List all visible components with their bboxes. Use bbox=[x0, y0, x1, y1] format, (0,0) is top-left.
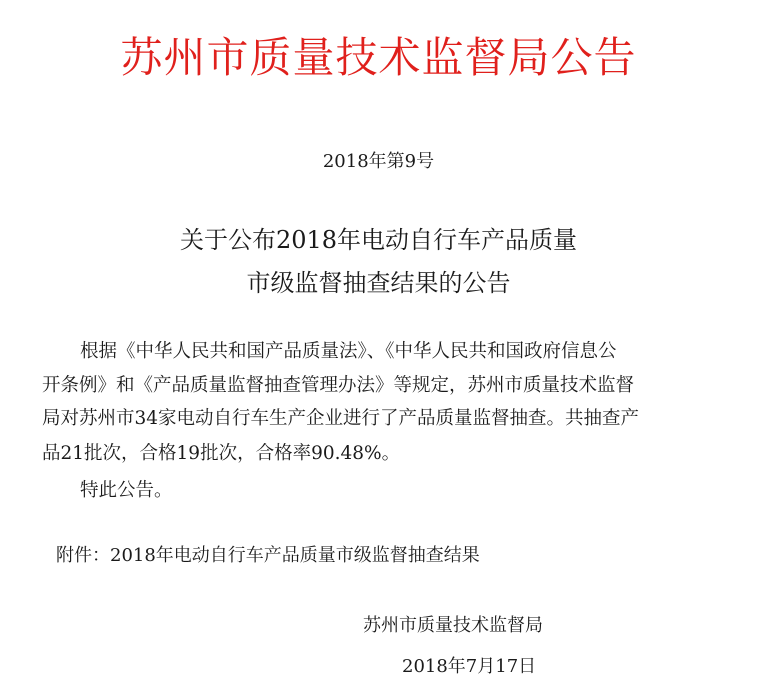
announcement-heading: 苏州市质量技术监督局公告 bbox=[120, 33, 637, 82]
body-paragraph-line-2: 开条例》和《产品质量监督抽查管理办法》等规定，苏州市质量技术监督 bbox=[42, 375, 635, 396]
closing-remark: 特此公告。 bbox=[80, 480, 173, 501]
announcement-title-line-1: 关于公布2018年电动自行车产品质量 bbox=[179, 226, 578, 254]
body-paragraph-line-1: 根据《中华人民共和国产品质量法》、《中华人民共和国政府信息公 bbox=[80, 341, 617, 362]
signature-date: 2018年7月17日 bbox=[402, 656, 537, 677]
body-paragraph-line-4: 品21批次，合格19批次，合格率90.48%。 bbox=[42, 443, 401, 464]
attachment-line: 附件：2018年电动自行车产品质量市级监督抽查结果 bbox=[56, 545, 480, 566]
body-paragraph-line-3: 局对苏州市34家电动自行车生产企业进行了产品质量监督抽查。共抽查产 bbox=[42, 408, 640, 429]
signature-organization: 苏州市质量技术监督局 bbox=[363, 615, 543, 636]
document-number: 2018年第9号 bbox=[322, 151, 435, 172]
announcement-title-line-2: 市级监督抽查结果的公告 bbox=[246, 269, 511, 297]
